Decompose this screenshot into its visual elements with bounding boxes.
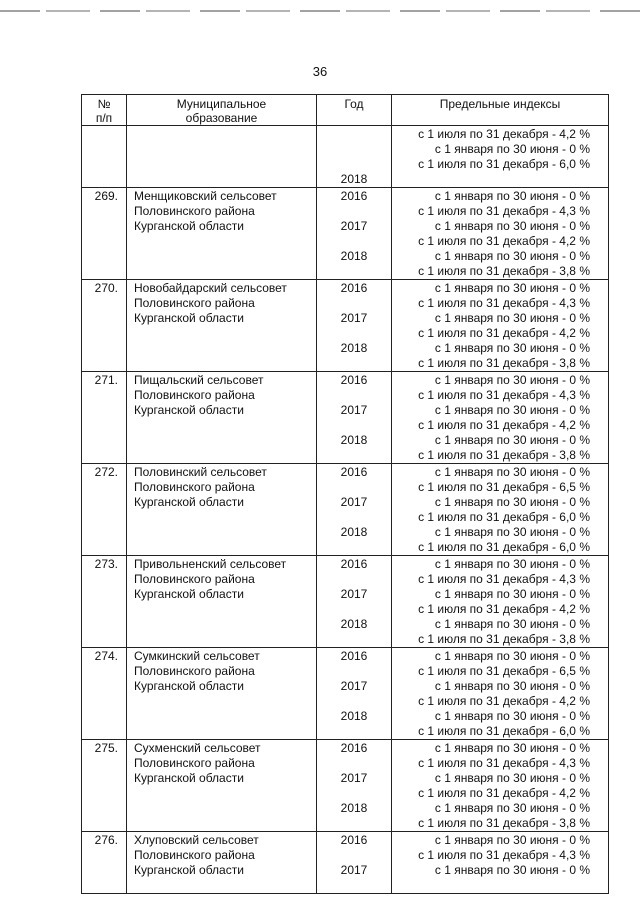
index-line: с 1 июля по 31 декабря - 3,8 % — [418, 816, 590, 830]
year-value: 2017 — [340, 587, 368, 601]
indices-cell — [392, 372, 609, 464]
table-row — [82, 372, 609, 464]
header-municipality-line: образование — [185, 111, 258, 125]
table-row — [82, 126, 609, 188]
indices-cell — [392, 556, 609, 648]
municipality-cell — [127, 188, 317, 280]
index-line: с 1 июля по 31 декабря - 6,0 % — [418, 157, 590, 171]
year-value: 2017 — [340, 311, 368, 325]
header-year: Год — [317, 95, 392, 126]
year-value: 2016 — [340, 465, 368, 479]
municipality-line: Пищальский сельсовет — [134, 373, 264, 387]
header-municipality-line: Муниципальное — [176, 97, 267, 111]
index-line: с 1 июля по 31 декабря - 4,2 % — [418, 602, 590, 616]
year-cell — [317, 648, 392, 740]
index-line: с 1 июля по 31 декабря - 4,3 % — [418, 204, 590, 218]
municipality-line: Половинского района — [134, 296, 255, 310]
year-value: 2018 — [340, 249, 368, 263]
municipality-line: Половинского района — [134, 480, 255, 494]
indices-cell — [392, 280, 609, 372]
year-value: 2018 — [340, 709, 368, 723]
header-num-line: № — [97, 97, 111, 111]
municipality-line: Курганской области — [134, 311, 244, 325]
municipality-line: Менщиковский сельсовет — [134, 189, 277, 203]
year-cell — [317, 126, 392, 188]
table-row — [82, 648, 609, 740]
table-body — [82, 126, 609, 894]
indices-cell — [392, 832, 609, 894]
index-line: с 1 июля по 31 декабря - 4,2 % — [418, 786, 590, 800]
municipality-line: Привольненский сельсовет — [134, 557, 287, 571]
index-line: с 1 января по 30 июня - 0 % — [434, 771, 590, 785]
header-indices: Предельные индексы — [392, 95, 609, 126]
municipality-cell — [127, 280, 317, 372]
municipality-cell — [127, 372, 317, 464]
row-number: 272. — [82, 464, 127, 556]
index-line: с 1 января по 30 июня - 0 % — [434, 801, 590, 815]
year-cell — [317, 464, 392, 556]
year-value: 2018 — [340, 525, 368, 539]
index-line: с 1 июля по 31 декабря - 3,8 % — [418, 632, 590, 646]
index-line: с 1 июля по 31 декабря - 4,3 % — [418, 572, 590, 586]
index-line: с 1 июля по 31 декабря - 6,0 % — [418, 510, 590, 524]
row-number: 276. — [82, 832, 127, 894]
municipality-line: Хлуповский сельсовет — [134, 833, 259, 847]
year-cell — [317, 280, 392, 372]
index-line: с 1 июля по 31 декабря - 3,8 % — [418, 264, 590, 278]
table-row — [82, 556, 609, 648]
municipality-line: Половинского района — [134, 388, 255, 402]
index-line: с 1 января по 30 июня - 0 % — [434, 341, 590, 355]
index-line: с 1 января по 30 июня - 0 % — [434, 189, 590, 203]
index-line: с 1 января по 30 июня - 0 % — [434, 617, 590, 631]
municipality-line: Новобайдарский сельсовет — [134, 281, 287, 295]
index-line: с 1 января по 30 июня - 0 % — [434, 649, 590, 663]
year-value: 2017 — [340, 863, 368, 877]
row-number: 271. — [82, 372, 127, 464]
row-number — [82, 126, 127, 188]
index-line: с 1 января по 30 июня - 0 % — [434, 281, 590, 295]
year-value: 2016 — [340, 189, 368, 203]
index-line: с 1 июля по 31 декабря - 3,8 % — [418, 448, 590, 462]
year-value: 2018 — [340, 801, 368, 815]
municipality-line: Половинского района — [134, 756, 255, 770]
year-cell — [317, 188, 392, 280]
row-number: 270. — [82, 280, 127, 372]
municipality-line: Курганской области — [134, 587, 244, 601]
year-value: 2018 — [340, 617, 368, 631]
index-line: с 1 июля по 31 декабря - 4,3 % — [418, 848, 590, 862]
index-line: с 1 января по 30 июня - 0 % — [434, 833, 590, 847]
municipality-cell — [127, 832, 317, 894]
header-municipality — [127, 95, 317, 126]
year-value: 2016 — [340, 833, 368, 847]
index-line: с 1 января по 30 июня - 0 % — [434, 679, 590, 693]
year-value: 2016 — [340, 557, 368, 571]
year-value: 2018 — [340, 433, 368, 447]
year-value: 2017 — [340, 403, 368, 417]
municipality-cell — [127, 648, 317, 740]
index-line: с 1 января по 30 июня - 0 % — [434, 142, 590, 156]
row-number: 273. — [82, 556, 127, 648]
page-number: 36 — [312, 64, 328, 79]
index-line: с 1 января по 30 июня - 0 % — [434, 433, 590, 447]
year-cell — [317, 832, 392, 894]
index-line: с 1 июля по 31 декабря - 6,0 % — [418, 724, 590, 738]
index-line: с 1 января по 30 июня - 0 % — [434, 709, 590, 723]
year-value: 2016 — [340, 741, 368, 755]
index-line: с 1 января по 30 июня - 0 % — [434, 495, 590, 509]
index-line: с 1 июля по 31 декабря - 6,0 % — [418, 540, 590, 554]
index-line: с 1 января по 30 июня - 0 % — [434, 373, 590, 387]
year-value: 2018 — [340, 172, 368, 186]
table-row — [82, 740, 609, 832]
year-cell — [317, 556, 392, 648]
index-line: с 1 января по 30 июня - 0 % — [434, 465, 590, 479]
municipality-line: Сухменский сельсовет — [134, 741, 261, 755]
row-number: 274. — [82, 648, 127, 740]
index-line: с 1 июля по 31 декабря - 4,2 % — [418, 234, 590, 248]
year-cell — [317, 740, 392, 832]
municipality-cell — [127, 126, 317, 188]
table-header-row — [82, 95, 609, 126]
municipality-line: Половинского района — [134, 204, 255, 218]
index-line: с 1 января по 30 июня - 0 % — [434, 403, 590, 417]
index-line: с 1 июля по 31 декабря - 4,3 % — [418, 388, 590, 402]
year-cell — [317, 372, 392, 464]
municipality-line: Половинского района — [134, 848, 255, 862]
year-value: 2017 — [340, 679, 368, 693]
index-line: с 1 января по 30 июня - 0 % — [434, 249, 590, 263]
index-line: с 1 июля по 31 декабря - 3,8 % — [418, 356, 590, 370]
municipality-line: Курганской области — [134, 219, 244, 233]
header-num-line: п/п — [95, 111, 113, 125]
index-line: с 1 июля по 31 декабря - 4,2 % — [418, 418, 590, 432]
municipality-line: Курганской области — [134, 495, 244, 509]
year-value: 2017 — [340, 771, 368, 785]
municipality-line: Курганской области — [134, 403, 244, 417]
index-line: с 1 января по 30 июня - 0 % — [434, 557, 590, 571]
row-number: 275. — [82, 740, 127, 832]
municipality-cell — [127, 740, 317, 832]
municipality-cell — [127, 464, 317, 556]
year-value: 2017 — [340, 219, 368, 233]
row-number: 269. — [82, 188, 127, 280]
index-line: с 1 января по 30 июня - 0 % — [434, 863, 590, 877]
index-line: с 1 июля по 31 декабря - 6,5 % — [418, 664, 590, 678]
index-line: с 1 июля по 31 декабря - 4,3 % — [418, 296, 590, 310]
table-row — [82, 280, 609, 372]
year-value: 2017 — [340, 495, 368, 509]
index-line: с 1 января по 30 июня - 0 % — [434, 219, 590, 233]
index-line: с 1 января по 30 июня - 0 % — [434, 741, 590, 755]
index-line: с 1 января по 30 июня - 0 % — [434, 525, 590, 539]
municipality-line: Сумкинский сельсовет — [134, 649, 260, 663]
index-line: с 1 июля по 31 декабря - 4,2 % — [418, 326, 590, 340]
municipality-line: Курганской области — [134, 863, 244, 877]
index-line: с 1 января по 30 июня - 0 % — [434, 311, 590, 325]
index-line: с 1 июля по 31 декабря - 4,3 % — [418, 756, 590, 770]
year-value: 2016 — [340, 373, 368, 387]
index-line: с 1 июля по 31 декабря - 6,5 % — [418, 480, 590, 494]
table-row — [82, 832, 609, 894]
indices-cell — [392, 464, 609, 556]
year-value: 2016 — [340, 649, 368, 663]
municipality-line: Половинского района — [134, 664, 255, 678]
table-row — [82, 464, 609, 556]
year-value: 2018 — [340, 341, 368, 355]
index-line: с 1 июля по 31 декабря - 4,2 % — [418, 694, 590, 708]
year-value — [317, 127, 391, 157]
municipality-cell — [127, 556, 317, 648]
scan-artifact-line — [0, 10, 640, 12]
municipality-line: Половинский сельсовет — [134, 465, 267, 479]
year-value: 2016 — [340, 281, 368, 295]
indices-cell — [392, 648, 609, 740]
indices-cell — [392, 188, 609, 280]
indices-cell — [392, 740, 609, 832]
municipality-line: Половинского района — [134, 572, 255, 586]
indices-table — [81, 94, 609, 894]
header-num — [82, 95, 127, 126]
index-line: с 1 июля по 31 декабря - 4,2 % — [418, 127, 590, 141]
index-line: с 1 января по 30 июня - 0 % — [434, 587, 590, 601]
table-row — [82, 188, 609, 280]
indices-cell — [392, 126, 609, 188]
municipality-line: Курганской области — [134, 771, 244, 785]
municipality-line: Курганской области — [134, 679, 244, 693]
